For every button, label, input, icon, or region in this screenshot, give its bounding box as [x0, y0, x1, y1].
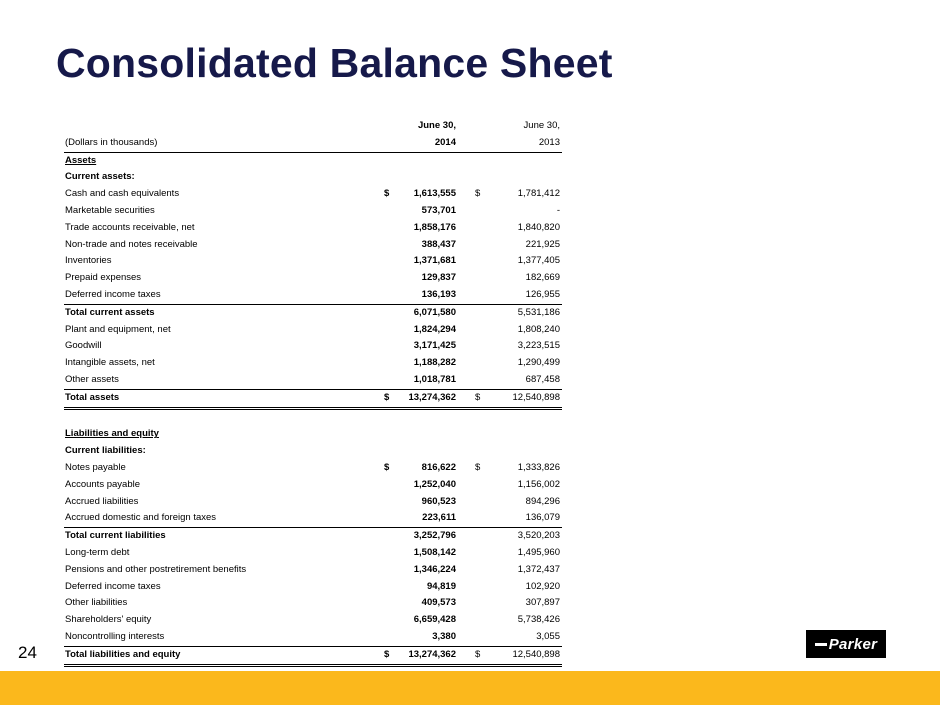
value-2014: 573,701 [421, 204, 456, 216]
value-2014: 1,018,781 [413, 373, 456, 385]
spacer-row [64, 410, 562, 427]
table-row [64, 612, 562, 629]
row-label: Noncontrolling interests [65, 630, 165, 642]
row-label: Accrued domestic and foreign taxes [65, 512, 217, 524]
logo-dash-icon [815, 643, 827, 646]
value-2013: 1,156,002 [517, 478, 560, 490]
value-2013: 5,738,426 [517, 614, 560, 626]
table-row [64, 338, 562, 355]
value-2013: 1,377,405 [517, 255, 560, 267]
row-label: Marketable securities [65, 204, 155, 216]
table-body [64, 153, 562, 667]
row-label: Total current assets [65, 306, 155, 318]
row-label: Shareholders' equity [65, 614, 152, 626]
table-row [64, 355, 562, 372]
row-label: Total liabilities and equity [65, 648, 181, 660]
value-2013: 1,495,960 [517, 546, 560, 558]
table-row [64, 322, 562, 339]
table-row [64, 629, 562, 647]
row-label: Liabilities and equity [65, 428, 159, 440]
table-row [64, 443, 562, 460]
table-row [64, 510, 562, 528]
value-2014: 223,611 [422, 512, 456, 524]
value-2013: 1,840,820 [517, 221, 560, 233]
value-2014: 1,371,681 [413, 255, 456, 267]
value-2014: 1,613,555 [413, 188, 456, 200]
table-row [64, 477, 562, 494]
value-2014: 1,346,224 [413, 563, 456, 575]
value-2014: 94,819 [426, 580, 456, 592]
value-2014: 136,193 [421, 288, 456, 300]
row-label: Prepaid expenses [65, 272, 142, 284]
row-label: Non-trade and notes receivable [65, 238, 198, 250]
value-2013: 1,781,412 [517, 188, 560, 200]
row-label: Current liabilities: [65, 445, 146, 457]
row-label: Deferred income taxes [65, 288, 161, 300]
value-2013: 182,669 [525, 272, 560, 284]
value-2013: 3,055 [536, 630, 560, 642]
row-label: Goodwill [65, 340, 102, 352]
row-label: Assets [65, 154, 97, 166]
value-2014: 1,252,040 [413, 478, 456, 490]
table-row [64, 545, 562, 562]
table-row [64, 153, 562, 170]
row-label: Pensions and other postretirement benefits [65, 563, 247, 575]
value-2013: 102,920 [525, 580, 560, 592]
table-row [64, 270, 562, 287]
balance-sheet-table [64, 118, 562, 667]
value-2014: 3,252,796 [413, 530, 456, 542]
currency-symbol-2014: $ [384, 391, 390, 403]
value-2014: 960,523 [421, 495, 456, 507]
table-row [64, 579, 562, 596]
value-2014: 1,824,294 [413, 323, 456, 335]
value-2014: 3,380 [432, 630, 456, 642]
header-row-years [64, 135, 562, 153]
row-label: Other assets [65, 373, 119, 385]
value-2013: 3,520,203 [517, 530, 560, 542]
value-2014: 1,188,282 [413, 357, 456, 369]
currency-symbol-2013: $ [475, 391, 481, 403]
table-row [64, 253, 562, 270]
value-2013: 136,079 [525, 512, 560, 524]
table-row [64, 562, 562, 579]
table-row [64, 647, 562, 667]
table-row [64, 390, 562, 410]
currency-symbol-2014: $ [384, 461, 390, 473]
table-row [64, 237, 562, 254]
row-label: Cash and cash equivalents [65, 188, 180, 200]
units-label: (Dollars in thousands) [65, 136, 158, 148]
value-2013: 307,897 [525, 597, 560, 609]
row-label: Current assets: [65, 171, 135, 183]
row-label: Notes payable [65, 461, 126, 473]
value-2013: 126,955 [525, 288, 560, 300]
footer-bar [0, 671, 940, 705]
row-label: Plant and equipment, net [65, 323, 171, 335]
table-row [64, 528, 562, 545]
table-row [64, 203, 562, 220]
header-row-top [64, 118, 562, 135]
value-2013: 687,458 [525, 373, 560, 385]
value-2013: 1,372,437 [517, 563, 560, 575]
table-row [64, 460, 562, 477]
table-row [64, 220, 562, 237]
currency-symbol-2014: $ [384, 648, 390, 660]
row-label: Intangible assets, net [65, 357, 155, 369]
col2-year: 2013 [538, 136, 560, 148]
col1-year: 2014 [434, 136, 456, 148]
value-2014: 6,071,580 [413, 306, 456, 318]
value-2014: 1,508,142 [413, 546, 456, 558]
value-2013: 894,296 [525, 495, 560, 507]
row-label: Inventories [65, 255, 112, 267]
row-label: Deferred income taxes [65, 580, 161, 592]
table-row [64, 372, 562, 390]
table-row [64, 595, 562, 612]
value-2014: 6,659,428 [413, 614, 456, 626]
value-2013: 5,531,186 [517, 306, 560, 318]
page-number: 24 [18, 643, 37, 662]
value-2014: 3,171,425 [413, 340, 456, 352]
value-2013: 3,223,515 [517, 340, 560, 352]
logo-text: Parker [828, 635, 878, 653]
value-2013: 1,808,240 [517, 323, 560, 335]
currency-symbol-2013: $ [475, 648, 481, 660]
table-row [64, 169, 562, 186]
page-title: Consolidated Balance Sheet [56, 40, 613, 86]
col2-header-top: June 30, [523, 120, 560, 131]
value-2013: 12,540,898 [512, 391, 560, 403]
currency-symbol-2013: $ [475, 188, 481, 200]
row-label: Trade accounts receivable, net [65, 221, 195, 233]
value-2013: 12,540,898 [512, 648, 560, 660]
value-2014: 13,274,362 [408, 648, 456, 660]
value-2013: 1,333,826 [517, 461, 560, 473]
row-label: Total current liabilities [65, 530, 166, 542]
row-label: Accrued liabilities [65, 495, 139, 507]
row-label: Long-term debt [65, 546, 130, 558]
currency-symbol-2014: $ [384, 188, 390, 200]
table-row [64, 494, 562, 511]
parker-logo [806, 630, 886, 658]
table-row [64, 186, 562, 203]
currency-symbol-2013: $ [475, 461, 481, 473]
value-2013: 1,290,499 [517, 357, 560, 369]
table-row [64, 426, 562, 443]
row-label: Accounts payable [65, 478, 140, 490]
row-label: Other liabilities [65, 597, 128, 609]
value-2014: 388,437 [421, 238, 456, 250]
value-2014: 13,274,362 [408, 391, 456, 403]
value-2014: 1,858,176 [413, 221, 456, 233]
value-2013: 221,925 [525, 238, 560, 250]
table-row [64, 287, 562, 305]
value-2013: - [556, 204, 560, 216]
value-2014: 816,622 [421, 461, 456, 473]
value-2014: 129,837 [421, 272, 456, 284]
col1-header-top: June 30, [417, 120, 456, 131]
table-row [64, 305, 562, 322]
value-2014: 409,573 [421, 597, 456, 609]
row-label: Total assets [65, 391, 120, 403]
